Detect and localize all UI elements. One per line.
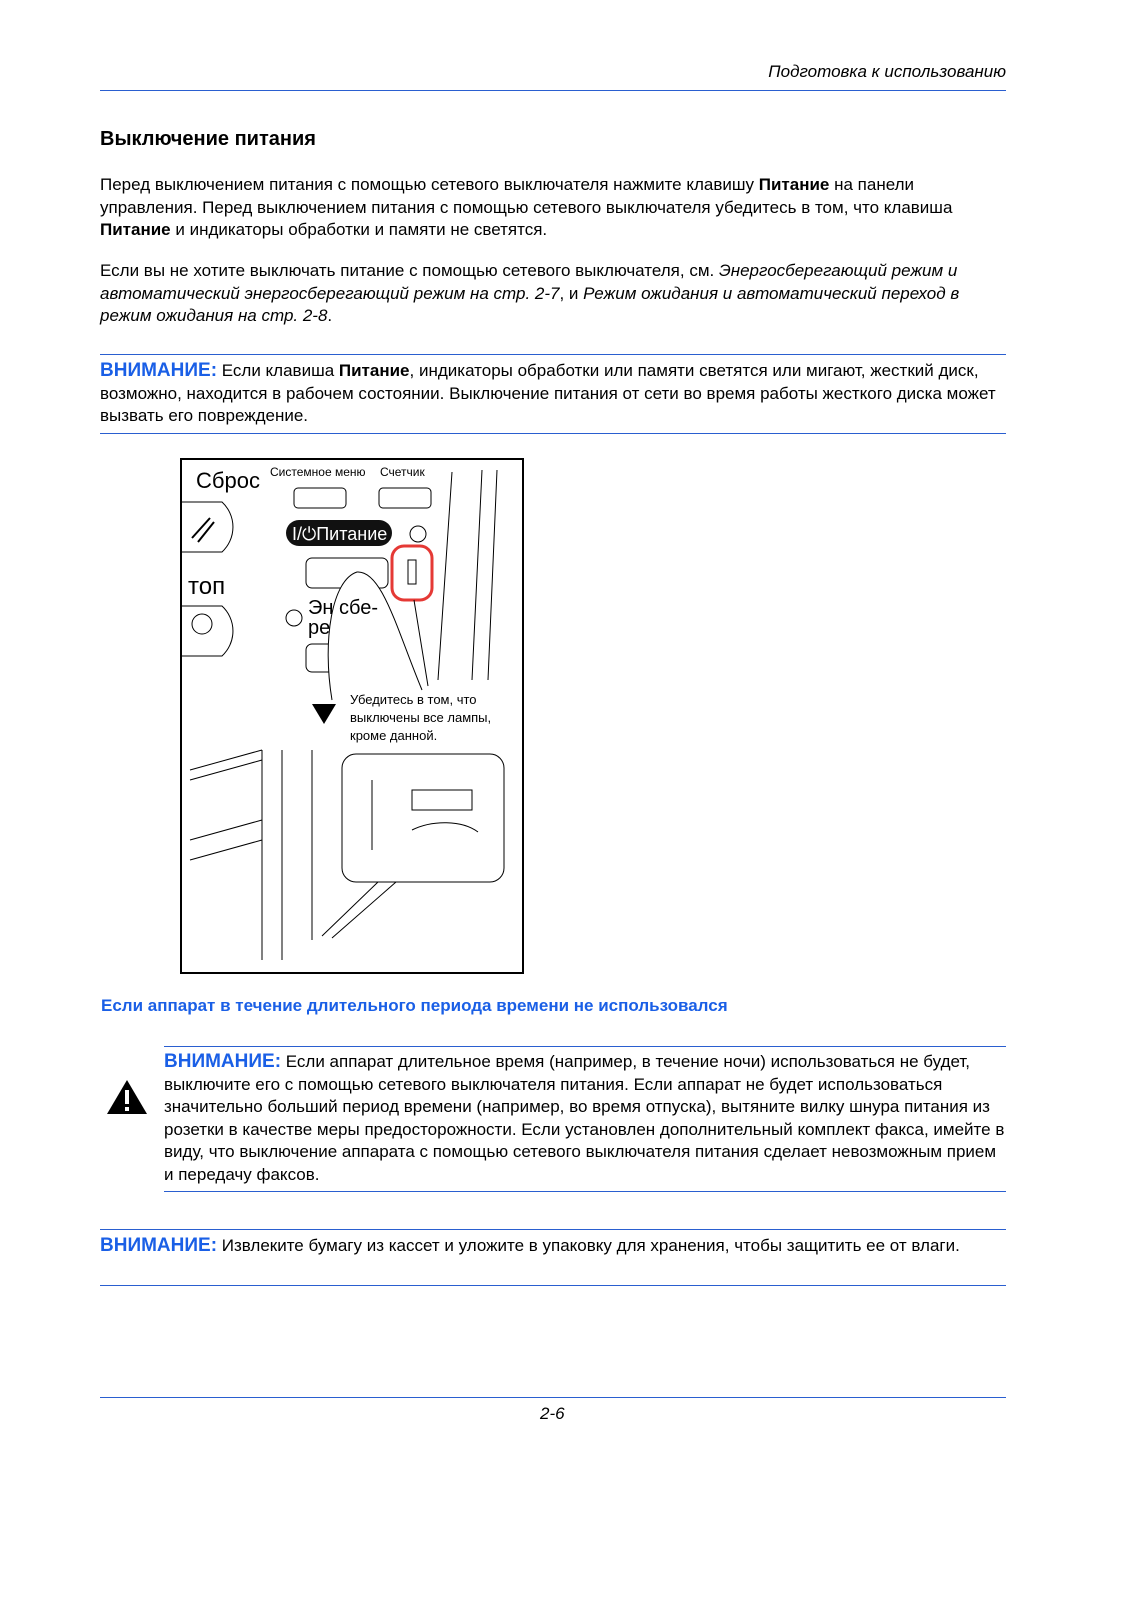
paragraph-references: Если вы не хотите выключать питание с помощью сетевого выключателя, см. Энергосберегающий режим и автоматический энергосберегающий режим на стр. 2-7, и Режим ожидания и автоматический переход в режим ожидания на стр. 2-8. bbox=[100, 261, 960, 325]
system-menu-key bbox=[294, 488, 346, 508]
counter-key bbox=[379, 488, 431, 508]
note1-top-rule bbox=[100, 354, 1006, 355]
note3-bottom-rule bbox=[100, 1285, 1006, 1286]
callout-line-2: выключены все лампы, bbox=[350, 710, 492, 725]
power-label: I/⏻Питание bbox=[292, 524, 388, 544]
main-power-lamp bbox=[408, 560, 416, 584]
note-caution-1: ВНИМАНИЕ: Если клавиша Питание, индикаторы обработки или памяти светятся или мигают, жесткий диск, возможно, находится в рабочем состоянии. Выключение питания от сети во время работы жесткого диска может вызвать его повреждение. bbox=[100, 360, 996, 425]
finger-illustration bbox=[328, 572, 422, 700]
printer-illustration bbox=[190, 750, 312, 960]
arrow-down-icon bbox=[312, 704, 336, 724]
counter-label: Счетчик bbox=[380, 465, 425, 479]
reset-key bbox=[182, 502, 233, 552]
callout-line-3: кроме данной. bbox=[350, 728, 438, 743]
note2-bottom-rule bbox=[164, 1191, 1006, 1192]
header-rule bbox=[100, 90, 1006, 91]
warning-triangle-icon bbox=[106, 1078, 148, 1121]
note3-top-rule bbox=[100, 1229, 1006, 1230]
main-switch-inset bbox=[342, 754, 504, 882]
main-power-indicator-highlight bbox=[392, 546, 432, 600]
section-title: Выключение питания bbox=[100, 128, 316, 150]
subheading-long-idle: Если аппарат в течение длительного периода времени не использовался bbox=[101, 996, 728, 1015]
running-header: Подготовка к использованию bbox=[768, 62, 1006, 81]
note1-bottom-rule bbox=[100, 433, 1006, 434]
page-number: 2-6 bbox=[540, 1404, 565, 1423]
note-caution-3: ВНИМАНИЕ: Извлеките бумагу из кассет и уложите в упаковку для хранения, чтобы защитить ее от влаги. bbox=[100, 1235, 960, 1256]
control-panel-figure bbox=[180, 458, 524, 974]
note-caution-2: ВНИМАНИЕ: Если аппарат длительное время (например, в течение ночи) использоваться не будет, выключите его с помощью сетевого выключателя питания. Если аппарат не будет использоваться значительно больший период времени (например, во время отпуска), вытяните вилку шнура питания из розетки в качестве меры предосторожности. Если установлен дополнительный комплект факса, имейте в виду, что выключение аппарата с помощью сетевого выключателя питания сделает невозможным прием и передачу факсов. bbox=[164, 1051, 1005, 1184]
footer-rule bbox=[100, 1397, 1006, 1398]
power-icon bbox=[410, 526, 426, 542]
paragraph-power-off: Перед выключением питания с помощью сетевого выключателя нажмите клавишу Питание на панели управления. Перед выключением питания с помощью сетевого выключателя убедитесь в том, что клавиша Питание и индикаторы обработки и памяти не светятся. bbox=[100, 175, 953, 239]
link-energy-saver[interactable]: Энергосберегающий режим и автоматический энергосберегающий режим на стр. 2-7 bbox=[100, 261, 958, 303]
note2-top-rule bbox=[164, 1046, 1006, 1047]
stop-key bbox=[182, 606, 233, 656]
energy-saver-label-line-2: ре bbox=[308, 617, 331, 639]
energy-saver-label: Эн сбе- bbox=[308, 597, 378, 619]
callout-line-1: Убедитесь в том, что bbox=[350, 692, 477, 707]
system-menu-label: Системное меню bbox=[270, 465, 366, 479]
stop-label: топ bbox=[188, 573, 226, 600]
reset-label: Сброс bbox=[196, 468, 260, 493]
link-sleep-mode[interactable]: Режим ожидания и автоматический переход в режим ожидания на стр. 2-8 bbox=[100, 283, 960, 325]
